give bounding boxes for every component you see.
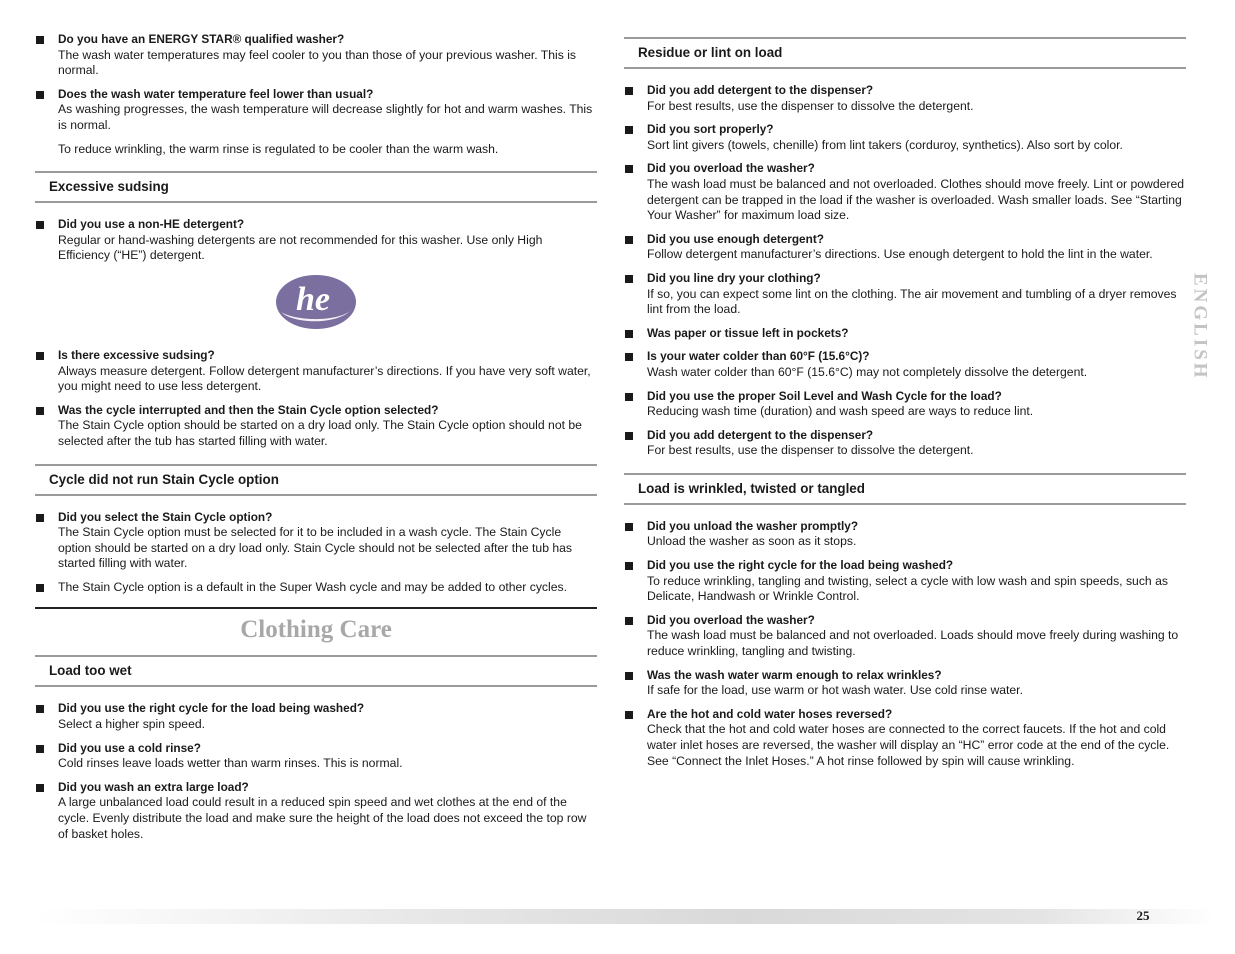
bullet-square bbox=[36, 407, 44, 415]
list-item bbox=[35, 32, 597, 79]
question: Did you add detergent to the dispenser? bbox=[647, 427, 874, 442]
question: Did you use a cold rinse? bbox=[58, 740, 201, 755]
bullet-square bbox=[625, 432, 633, 440]
answer: Follow detergent manufacturer’s directions. Use enough detergent to hold the lint in the water. bbox=[647, 247, 1153, 262]
question: Is there excessive sudsing? bbox=[58, 347, 215, 362]
bullet-square bbox=[625, 126, 633, 134]
question: Was the cycle interrupted and then the Stain Cycle option selected? bbox=[58, 402, 439, 417]
question: Are the hot and cold water hoses reversed? bbox=[647, 706, 893, 721]
answer: For best results, use the dispenser to dissolve the detergent. bbox=[647, 443, 974, 458]
question: Do you have an ENERGY STAR® qualified washer? bbox=[58, 32, 345, 46]
bullet-square bbox=[625, 711, 633, 719]
bullet-square bbox=[625, 87, 633, 95]
bullet-square bbox=[625, 330, 633, 338]
question: Was the wash water warm enough to relax wrinkles? bbox=[647, 667, 942, 682]
question: Did you unload the washer promptly? bbox=[647, 518, 859, 533]
bullet-square bbox=[625, 275, 633, 283]
answer: For best results, use the dispenser to dissolve the detergent. bbox=[647, 98, 974, 113]
bullet-square bbox=[36, 705, 44, 713]
answer: To reduce wrinkling, tangling and twisting, select a cycle with low wash and spin speeds, such as Delicate, Handwash or Wrinkle Control. bbox=[647, 573, 1168, 604]
answer: Reducing wash time (duration) and wash speed are ways to reduce lint. bbox=[647, 404, 1034, 419]
bullet-square bbox=[36, 352, 44, 360]
question: Did you line dry your clothing? bbox=[647, 270, 821, 285]
list-item bbox=[624, 349, 1186, 380]
section-heading: Residue or lint on load bbox=[624, 37, 1186, 69]
list-item bbox=[35, 87, 597, 134]
language-tab-label: ENGLISH bbox=[1189, 273, 1211, 381]
question: Is your water colder than 60°F (15.6°C)? bbox=[647, 349, 870, 364]
bullet-square bbox=[625, 353, 633, 361]
answer: Unload the washer as soon as it stops. bbox=[647, 534, 857, 549]
question: Did you use the proper Soil Level and Wash Cycle for the load? bbox=[647, 388, 1002, 403]
question: Was paper or tissue left in pockets? bbox=[647, 325, 849, 340]
answer: Select a higher spin speed. bbox=[58, 717, 206, 732]
answer: If safe for the load, use warm or hot wash water. Use cold rinse water. bbox=[647, 683, 1023, 698]
bullet-square bbox=[625, 617, 633, 625]
question: Did you select the Stain Cycle option? bbox=[58, 509, 273, 524]
chapter-title: Clothing Care bbox=[240, 616, 392, 644]
list-item bbox=[35, 580, 597, 596]
answer: Regular or hand-washing detergents are not recommended for this washer. Use only High Efficiency (“HE”) detergent. bbox=[58, 232, 543, 263]
answer: Cold rinses leave loads wetter than warm rinses. This is normal. bbox=[58, 756, 403, 771]
bullet-square bbox=[36, 514, 44, 522]
list-item bbox=[35, 701, 597, 732]
answer: The Stain Cycle option must be selected for it to be included in a wash cycle. The Stain Cycle option should be started on a dry load only. Stain Cycle should not be selected after the tub has started filling with water. bbox=[58, 525, 573, 571]
question: Did you use a non-HE detergent? bbox=[58, 217, 245, 232]
bullet-square bbox=[36, 784, 44, 792]
section-heading: Cycle did not run Stain Cycle option bbox=[35, 464, 597, 496]
question: Did you sort properly? bbox=[647, 122, 774, 137]
bullet-square bbox=[625, 165, 633, 173]
answer: Sort lint givers (towels, chenille) from lint takers (corduroy, synthetics). Also sort by color. bbox=[647, 137, 1123, 152]
list-item bbox=[35, 510, 597, 572]
bullet-square bbox=[36, 91, 44, 99]
list-item bbox=[624, 558, 1186, 605]
answer: As washing progresses, the wash temperature will decrease slightly for hot and warm washes. This is normal. bbox=[58, 102, 593, 132]
section-heading: Excessive sudsing bbox=[35, 171, 597, 203]
bullet-square bbox=[625, 672, 633, 680]
list-item bbox=[624, 668, 1186, 699]
list-item bbox=[624, 428, 1186, 459]
he-logo bbox=[35, 272, 597, 334]
answer: The Stain Cycle option is a default in the Super Wash cycle and may be added to other cycles. bbox=[58, 579, 567, 594]
list-item bbox=[624, 271, 1186, 318]
answer: A large unbalanced load could result in a reduced spin speed and wet clothes at the end of the cycle. Evenly distribute the load and make sure the height of the load does not exceed the top row of basket holes. bbox=[58, 795, 587, 841]
question: Did you overload the washer? bbox=[647, 612, 815, 627]
question: Did you use enough detergent? bbox=[647, 231, 824, 246]
section-heading: Load too wet bbox=[35, 655, 597, 687]
list-item bbox=[35, 403, 597, 450]
list-item bbox=[624, 519, 1186, 550]
bullet-square bbox=[625, 393, 633, 401]
list-item bbox=[35, 348, 597, 395]
question: Did you use the right cycle for the load being washed? bbox=[58, 701, 365, 716]
he-logo-text: he bbox=[296, 280, 330, 318]
bullet-square bbox=[625, 523, 633, 531]
question: Did you add detergent to the dispenser? bbox=[647, 83, 874, 97]
question: Did you wash an extra large load? bbox=[58, 779, 249, 794]
question: Does the wash water temperature feel lower than usual? bbox=[58, 86, 374, 101]
bullet-square bbox=[36, 221, 44, 229]
list-item bbox=[624, 613, 1186, 660]
bullet-square bbox=[36, 745, 44, 753]
right-column bbox=[624, 37, 1186, 777]
section-heading: Load is wrinkled, twisted or tangled bbox=[624, 473, 1186, 505]
question: Did you overload the washer? bbox=[647, 161, 815, 176]
left-column bbox=[35, 32, 597, 850]
list-item bbox=[624, 232, 1186, 263]
list-item bbox=[35, 780, 597, 842]
list-item bbox=[624, 326, 1186, 342]
bullet-square bbox=[36, 584, 44, 592]
list-item bbox=[35, 217, 597, 264]
list-item bbox=[624, 83, 1186, 114]
list-item bbox=[624, 389, 1186, 420]
footer-bar bbox=[35, 909, 1215, 924]
chapter-title-block bbox=[35, 607, 597, 647]
answer: If so, you can expect some lint on the clothing. The air movement and tumbling of a dryer removes lint from the load. bbox=[647, 286, 1177, 317]
answer: Always measure detergent. Follow detergent manufacturer’s directions. If you have very soft water, you might need to use less detergent. bbox=[58, 363, 591, 394]
list-item bbox=[624, 161, 1186, 223]
answer: The wash load must be balanced and not overloaded. Clothes should move freely. Lint or powdered detergent can be trapped in the load if the washer is overloaded. Wash smaller loads. See “Starting Your Washer” for maximum load size. bbox=[647, 176, 1185, 223]
list-item bbox=[35, 741, 597, 772]
answer: The wash load must be balanced and not overloaded. Loads should move freely during washing to reduce wrinkling, tangling and twisting. bbox=[647, 628, 1179, 659]
answer: The wash water temperatures may feel cooler to you than those of your previous washer. This is normal. bbox=[58, 47, 576, 78]
answer: Check that the hot and cold water hoses are connected to the correct faucets. If the hot and cold water inlet hoses are reversed, the washer will display an “HC” error code at the end of the cycle. See “Connect the Inlet Hoses.” A hot rinse followed by spin will cause wrinkling. bbox=[647, 722, 1170, 768]
answer: Wash water colder than 60°F (15.6°C) may not completely dissolve the detergent. bbox=[647, 364, 1088, 379]
list-item bbox=[624, 122, 1186, 153]
bullet-square bbox=[625, 236, 633, 244]
page-number: 25 bbox=[1136, 908, 1150, 923]
language-tab bbox=[1188, 272, 1212, 382]
list-item bbox=[624, 707, 1186, 769]
question: Did you use the right cycle for the load being washed? bbox=[647, 558, 954, 573]
bullet-square bbox=[36, 36, 44, 44]
note-text: To reduce wrinkling, the warm rinse is regulated to be cooler than the warm wash. bbox=[58, 141, 499, 156]
he-logo-icon bbox=[273, 272, 359, 332]
answer: The Stain Cycle option should be started on a dry load only. The Stain Cycle option should not be selected after the tub has started filling with water. bbox=[58, 418, 582, 448]
bullet-square bbox=[625, 562, 633, 570]
